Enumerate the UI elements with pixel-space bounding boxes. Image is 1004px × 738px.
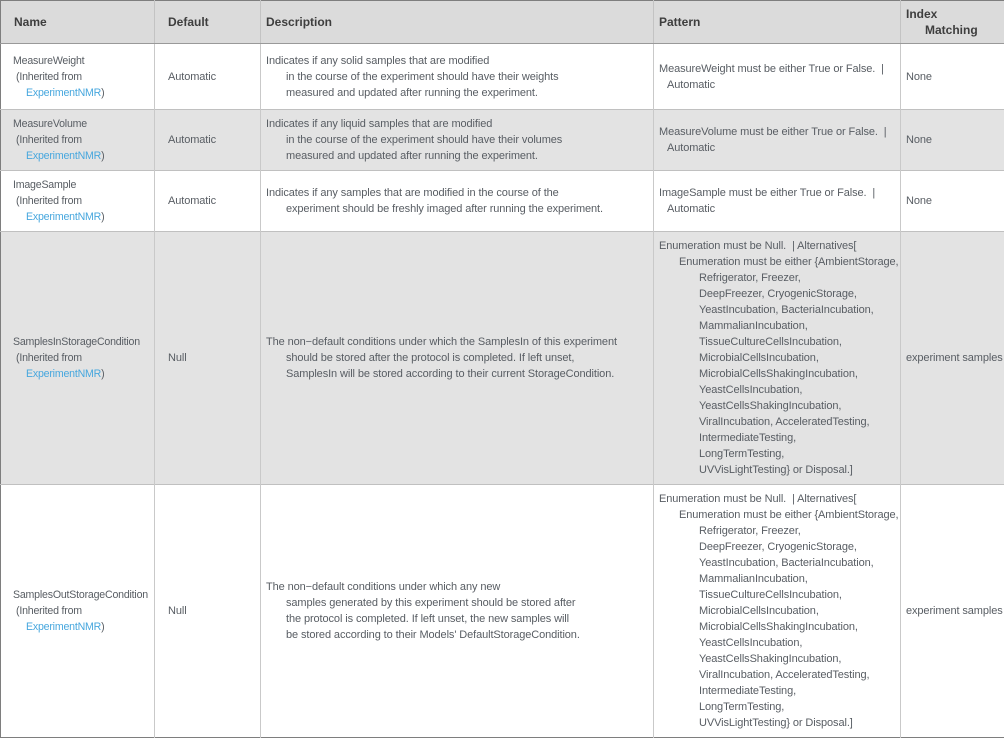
- pattern-line: Refrigerator, Freezer,: [659, 523, 898, 539]
- inherited-link-line: [13, 85, 152, 101]
- pattern-line: UVVisLightTesting} or Disposal.]: [659, 462, 898, 478]
- column-header-default: [155, 1, 261, 44]
- inherited-close-paren: ): [101, 150, 104, 162]
- pattern-line: Automatic: [659, 140, 898, 156]
- experiment-nmr-link[interactable]: ExperimentNMR: [26, 150, 101, 162]
- cell-pattern: [654, 232, 901, 485]
- pattern-line: IntermediateTesting,: [659, 430, 898, 446]
- cell-index-matching: experiment samples: [901, 485, 1004, 738]
- table-row: [1, 110, 1004, 171]
- table-body: [1, 44, 1004, 738]
- table-row: [1, 232, 1004, 485]
- option-name: SamplesOutStorageCondition: [13, 587, 152, 603]
- pattern-line: Enumeration must be either {AmbientStorage,: [659, 507, 898, 523]
- cell-option-name: [1, 171, 155, 232]
- inherited-close-paren: ): [101, 621, 104, 633]
- inherited-close-paren: ): [101, 368, 104, 380]
- description-line: The non−default conditions under which the SamplesIn of this experiment: [266, 334, 651, 350]
- cell-option-name: [1, 485, 155, 738]
- cell-pattern: [654, 171, 901, 232]
- column-header-description-label: Description: [261, 14, 653, 30]
- description-line: in the course of the experiment should have their weights: [266, 69, 651, 85]
- column-header-pattern: [654, 1, 901, 44]
- inherited-link-line: [13, 148, 152, 164]
- pattern-line: YeastCellsShakingIncubation,: [659, 651, 898, 667]
- inherited-link-line: [13, 619, 152, 635]
- pattern-line: MeasureWeight must be either True or False. |: [659, 61, 898, 77]
- experiment-nmr-link[interactable]: ExperimentNMR: [26, 87, 101, 99]
- pattern-line: DeepFreezer, CryogenicStorage,: [659, 539, 898, 555]
- option-name: MeasureVolume: [13, 116, 152, 132]
- pattern-line: ImageSample must be either True or False. |: [659, 185, 898, 201]
- inherited-from-text: (Inherited from: [13, 350, 152, 366]
- pattern-line: Enumeration must be Null. | Alternatives[: [659, 491, 898, 507]
- description-line: Indicates if any liquid samples that are modified: [266, 116, 651, 132]
- pattern-line: ViralIncubation, AcceleratedTesting,: [659, 667, 898, 683]
- option-name: SamplesInStorageCondition: [13, 334, 152, 350]
- header-row: [1, 1, 1004, 44]
- cell-index-matching: experiment samples: [901, 232, 1004, 485]
- cell-pattern: [654, 485, 901, 738]
- column-header-name-label: Name: [1, 14, 154, 30]
- description-line: experiment should be freshly imaged after running the experiment.: [266, 201, 651, 217]
- cell-default-value: Automatic: [155, 110, 261, 171]
- cell-option-name: [1, 44, 155, 110]
- cell-default-value: Automatic: [155, 171, 261, 232]
- cell-default-value: Automatic: [155, 44, 261, 110]
- experiment-nmr-link[interactable]: ExperimentNMR: [26, 211, 101, 223]
- column-header-name: [1, 1, 155, 44]
- description-line: in the course of the experiment should have their volumes: [266, 132, 651, 148]
- cell-description: [261, 485, 654, 738]
- pattern-line: Automatic: [659, 77, 898, 93]
- inherited-from-text: (Inherited from: [13, 193, 152, 209]
- cell-description: [261, 110, 654, 171]
- cell-default-value: Null: [155, 232, 261, 485]
- experiment-nmr-link[interactable]: ExperimentNMR: [26, 621, 101, 633]
- table-row: [1, 171, 1004, 232]
- description-line: SamplesIn will be stored according to their current StorageCondition.: [266, 366, 651, 382]
- pattern-line: DeepFreezer, CryogenicStorage,: [659, 286, 898, 302]
- pattern-line: YeastIncubation, BacteriaIncubation,: [659, 302, 898, 318]
- cell-option-name: [1, 232, 155, 485]
- cell-description: [261, 44, 654, 110]
- pattern-line: YeastCellsIncubation,: [659, 382, 898, 398]
- pattern-line: LongTermTesting,: [659, 446, 898, 462]
- pattern-line: MicrobialCellsIncubation,: [659, 350, 898, 366]
- pattern-line: YeastCellsShakingIncubation,: [659, 398, 898, 414]
- description-line: be stored according to their Models' DefaultStorageCondition.: [266, 627, 651, 643]
- description-line: Indicates if any solid samples that are modified: [266, 53, 651, 69]
- pattern-line: MeasureVolume must be either True or False. |: [659, 124, 898, 140]
- pattern-line: YeastIncubation, BacteriaIncubation,: [659, 555, 898, 571]
- cell-option-name: [1, 110, 155, 171]
- description-line: should be stored after the protocol is completed. If left unset,: [266, 350, 651, 366]
- experiment-nmr-link[interactable]: ExperimentNMR: [26, 368, 101, 380]
- pattern-line: MammalianIncubation,: [659, 318, 898, 334]
- cell-description: [261, 171, 654, 232]
- pattern-line: MammalianIncubation,: [659, 571, 898, 587]
- pattern-line: MicrobialCellsIncubation,: [659, 603, 898, 619]
- column-header-pattern-label: Pattern: [654, 14, 900, 30]
- pattern-line: YeastCellsIncubation,: [659, 635, 898, 651]
- table-row: [1, 44, 1004, 110]
- inherited-link-line: [13, 366, 152, 382]
- inherited-from-text: (Inherited from: [13, 603, 152, 619]
- pattern-line: Refrigerator, Freezer,: [659, 270, 898, 286]
- inherited-from-text: (Inherited from: [13, 132, 152, 148]
- column-header-description: [261, 1, 654, 44]
- cell-index-matching: None: [901, 171, 1004, 232]
- pattern-line: Automatic: [659, 201, 898, 217]
- cell-index-matching: None: [901, 44, 1004, 110]
- table-header: [1, 1, 1004, 44]
- pattern-line: ViralIncubation, AcceleratedTesting,: [659, 414, 898, 430]
- inherited-close-paren: ): [101, 211, 104, 223]
- inherited-link-line: [13, 209, 152, 225]
- inherited-close-paren: ): [101, 87, 104, 99]
- table-row: [1, 485, 1004, 738]
- pattern-line: MicrobialCellsShakingIncubation,: [659, 619, 898, 635]
- column-header-index-label-line2: Matching: [901, 22, 1004, 38]
- option-name: ImageSample: [13, 177, 152, 193]
- description-line: Indicates if any samples that are modified in the course of the: [266, 185, 651, 201]
- description-line: measured and updated after running the experiment.: [266, 85, 651, 101]
- inherited-from-text: (Inherited from: [13, 69, 152, 85]
- pattern-line: IntermediateTesting,: [659, 683, 898, 699]
- pattern-line: MicrobialCellsShakingIncubation,: [659, 366, 898, 382]
- column-header-default-label: Default: [155, 14, 260, 30]
- pattern-line: UVVisLightTesting} or Disposal.]: [659, 715, 898, 731]
- description-line: samples generated by this experiment should be stored after: [266, 595, 651, 611]
- cell-description: [261, 232, 654, 485]
- cell-default-value: Null: [155, 485, 261, 738]
- pattern-line: LongTermTesting,: [659, 699, 898, 715]
- cell-pattern: [654, 110, 901, 171]
- column-header-index-matching: [901, 1, 1004, 44]
- option-name: MeasureWeight: [13, 53, 152, 69]
- pattern-line: Enumeration must be Null. | Alternatives[: [659, 238, 898, 254]
- pattern-line: TissueCultureCellsIncubation,: [659, 587, 898, 603]
- description-line: The non−default conditions under which any new: [266, 579, 651, 595]
- cell-index-matching: None: [901, 110, 1004, 171]
- pattern-line: TissueCultureCellsIncubation,: [659, 334, 898, 350]
- description-line: the protocol is completed. If left unset, the new samples will: [266, 611, 651, 627]
- cell-pattern: [654, 44, 901, 110]
- description-line: measured and updated after running the experiment.: [266, 148, 651, 164]
- column-header-index-label-line1: Index: [901, 6, 1004, 22]
- pattern-line: Enumeration must be either {AmbientStorage,: [659, 254, 898, 270]
